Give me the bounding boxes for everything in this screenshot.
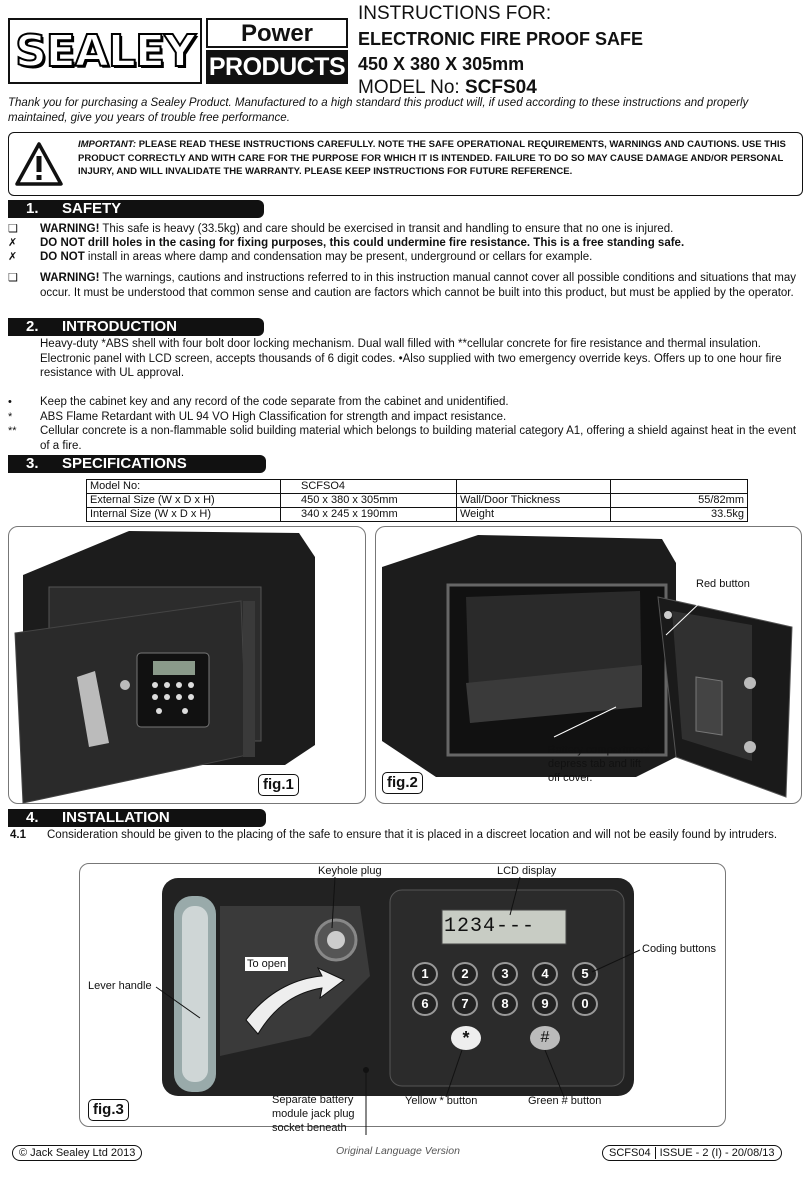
yellow-star-button: * (451, 1026, 481, 1050)
keypad-key-8: 8 (492, 992, 518, 1016)
battery-socket-callout-line1: Separate battery (272, 1094, 354, 1106)
keypad-key-9: 9 (532, 992, 558, 1016)
footer-issue: SCFS04 ISSUE - 2 (I) - 20/08/13 (602, 1145, 782, 1161)
title-instructions-for: INSTRUCTIONS FOR: (358, 3, 552, 24)
cross-icon: ✗ (8, 237, 18, 249)
safety-item: DO NOT install in areas where damp and condensation may be present, underground or cellars for example. (40, 251, 593, 263)
keypad-key-1: 1 (412, 962, 438, 986)
lcd-value: 1234--- (444, 915, 536, 938)
warning-triangle-icon (14, 141, 64, 187)
introduction-text: Heavy-duty *ABS shell with four bolt door locking mechanism. Dual wall filled with **cellular concrete for fire resistance and thermal insulation. Electronic panel with LCD screen, accepts thousands of 6 digit codes. •Also supplied with two emergency override keys. Offers up to one hour fire resistance with UL approval. (40, 338, 782, 380)
intro-paragraph: Thank you for purchasing a Sealey Product. Manufactured to a high standard this product will, if used according to these instructions and properly maintained, give you years of trouble free performance. (8, 97, 749, 124)
cross-icon: ✗ (8, 251, 18, 263)
keypad-key-6: 6 (412, 992, 438, 1016)
safety-item: WARNING! The warnings, cautions and instructions referred to in this instruction manual cannot cover all possible conditions and situations that may occur. It must be understood that common sense and caution are factors which cannot be built into this product, but must be applied by the operator. (40, 272, 796, 299)
keypad-key-3: 3 (492, 962, 518, 986)
step-text: Consideration should be given to the placing of the safe to ensure that it is placed in a discreet location and will not be easily found by intruders. (47, 829, 778, 841)
important-text: IMPORTANT: PLEASE READ THESE INSTRUCTIONS CAREFULLY. NOTE THE SAFE OPERATIONAL REQUIREMENTS, WARNINGS AND CAUTIONS. USE THIS PRODUCT CORRECTLY AND WITH CARE FOR THE PURPOSE FOR WHICH IT IS INTENDED. FAILURE TO DO SO MAY CAUSE DAMAGE AND/OR PERSONAL INJURY, AND WILL INVALIDATE THE WARRANTY. PLEASE KEEP INSTRUCTIONS FOR FUTURE REFERENCE. (78, 139, 786, 177)
battery-callout-line3: off cover. (548, 772, 593, 784)
yellow-button-callout: Yellow * button (405, 1095, 478, 1107)
keypad-key-4: 4 (532, 962, 558, 986)
table-row: External Size (W x D x H) 450 x 380 x 305mm Wall/Door Thickness 55/82mm (87, 494, 748, 508)
keypad-key-7: 7 (452, 992, 478, 1016)
title-dimensions: 450 X 380 X 305mm (358, 54, 525, 74)
fig1-label: fig.1 (258, 774, 299, 796)
footer-language: Original Language Version (336, 1145, 460, 1157)
note-item: ABS Flame Retardant with UL 94 VO High Classification for strength and impact resistance. (40, 411, 507, 423)
section-introduction-header: 2. INTRODUCTION (8, 318, 264, 336)
title-model: MODEL No: SCFS04 (358, 77, 537, 98)
checkbox-icon: ❑ (8, 223, 18, 235)
green-hash-button: # (530, 1026, 560, 1050)
green-button-callout: Green # button (528, 1095, 602, 1107)
red-button-callout: Red button (696, 578, 750, 590)
fig1-photo (8, 526, 366, 804)
table-row: Internal Size (W x D x H) 340 x 245 x 190mm Weight 33.5kg (87, 508, 748, 522)
sealey-logo: SEALEY (8, 18, 202, 84)
battery-callout-line2: depress tab and lift (548, 758, 641, 770)
keypad (412, 962, 612, 1050)
keypad-key-2: 2 (452, 962, 478, 986)
section-installation-header: 4. INSTALLATION (8, 809, 266, 827)
section-specifications-header: 3. SPECIFICATIONS (8, 455, 266, 473)
battery-socket-callout-line2: module jack plug (272, 1108, 355, 1120)
checkbox-icon: ❑ (8, 272, 18, 284)
power-logo: Power (206, 18, 348, 48)
asterisk-icon: ** (8, 425, 17, 437)
asterisk-icon: * (8, 411, 13, 423)
battery-callout-line1: Battery compartment (548, 744, 651, 756)
title-product: ELECTRONIC FIRE PROOF SAFE (358, 29, 644, 49)
fig3-label: fig.3 (88, 1099, 129, 1121)
table-row: Model No: SCFSO4 (87, 480, 748, 494)
to-open-callout: To open (247, 958, 287, 970)
bullet-icon: • (8, 396, 12, 408)
products-logo: PRODUCTS (206, 50, 348, 84)
coding-callout: Coding buttons (642, 943, 716, 955)
keypad-key-0: 0 (572, 992, 598, 1016)
safe-closed-illustration (9, 527, 367, 805)
note-item: Cellular concrete is a non-flammable solid building material which belongs to building material category A1, offering a shield against heat in the event of a fire. (40, 425, 797, 452)
lever-callout: Lever handle (88, 980, 152, 992)
safety-item: DO NOT drill holes in the casing for fixing purposes, this could undermine fire resistance. This is a free standing safe. (40, 237, 685, 249)
specifications-table (86, 479, 748, 522)
battery-socket-callout-line3: socket beneath (272, 1122, 347, 1134)
section-safety-header: 1. SAFETY (8, 200, 264, 218)
fig2-label: fig.2 (382, 772, 423, 794)
step-number: 4.1 (10, 829, 26, 841)
footer-copyright: © Jack Sealey Ltd 2013 (12, 1145, 142, 1161)
keypad-key-5: 5 (572, 962, 598, 986)
keyhole-callout: Keyhole plug (318, 865, 382, 877)
note-item: Keep the cabinet key and any record of the code separate from the cabinet and unidentified. (40, 396, 509, 408)
lcd-callout: LCD display (497, 865, 557, 877)
safety-item: WARNING! This safe is heavy (33.5kg) and care should be exercised in transit and handling to ensure that no one is injured. (40, 223, 674, 235)
